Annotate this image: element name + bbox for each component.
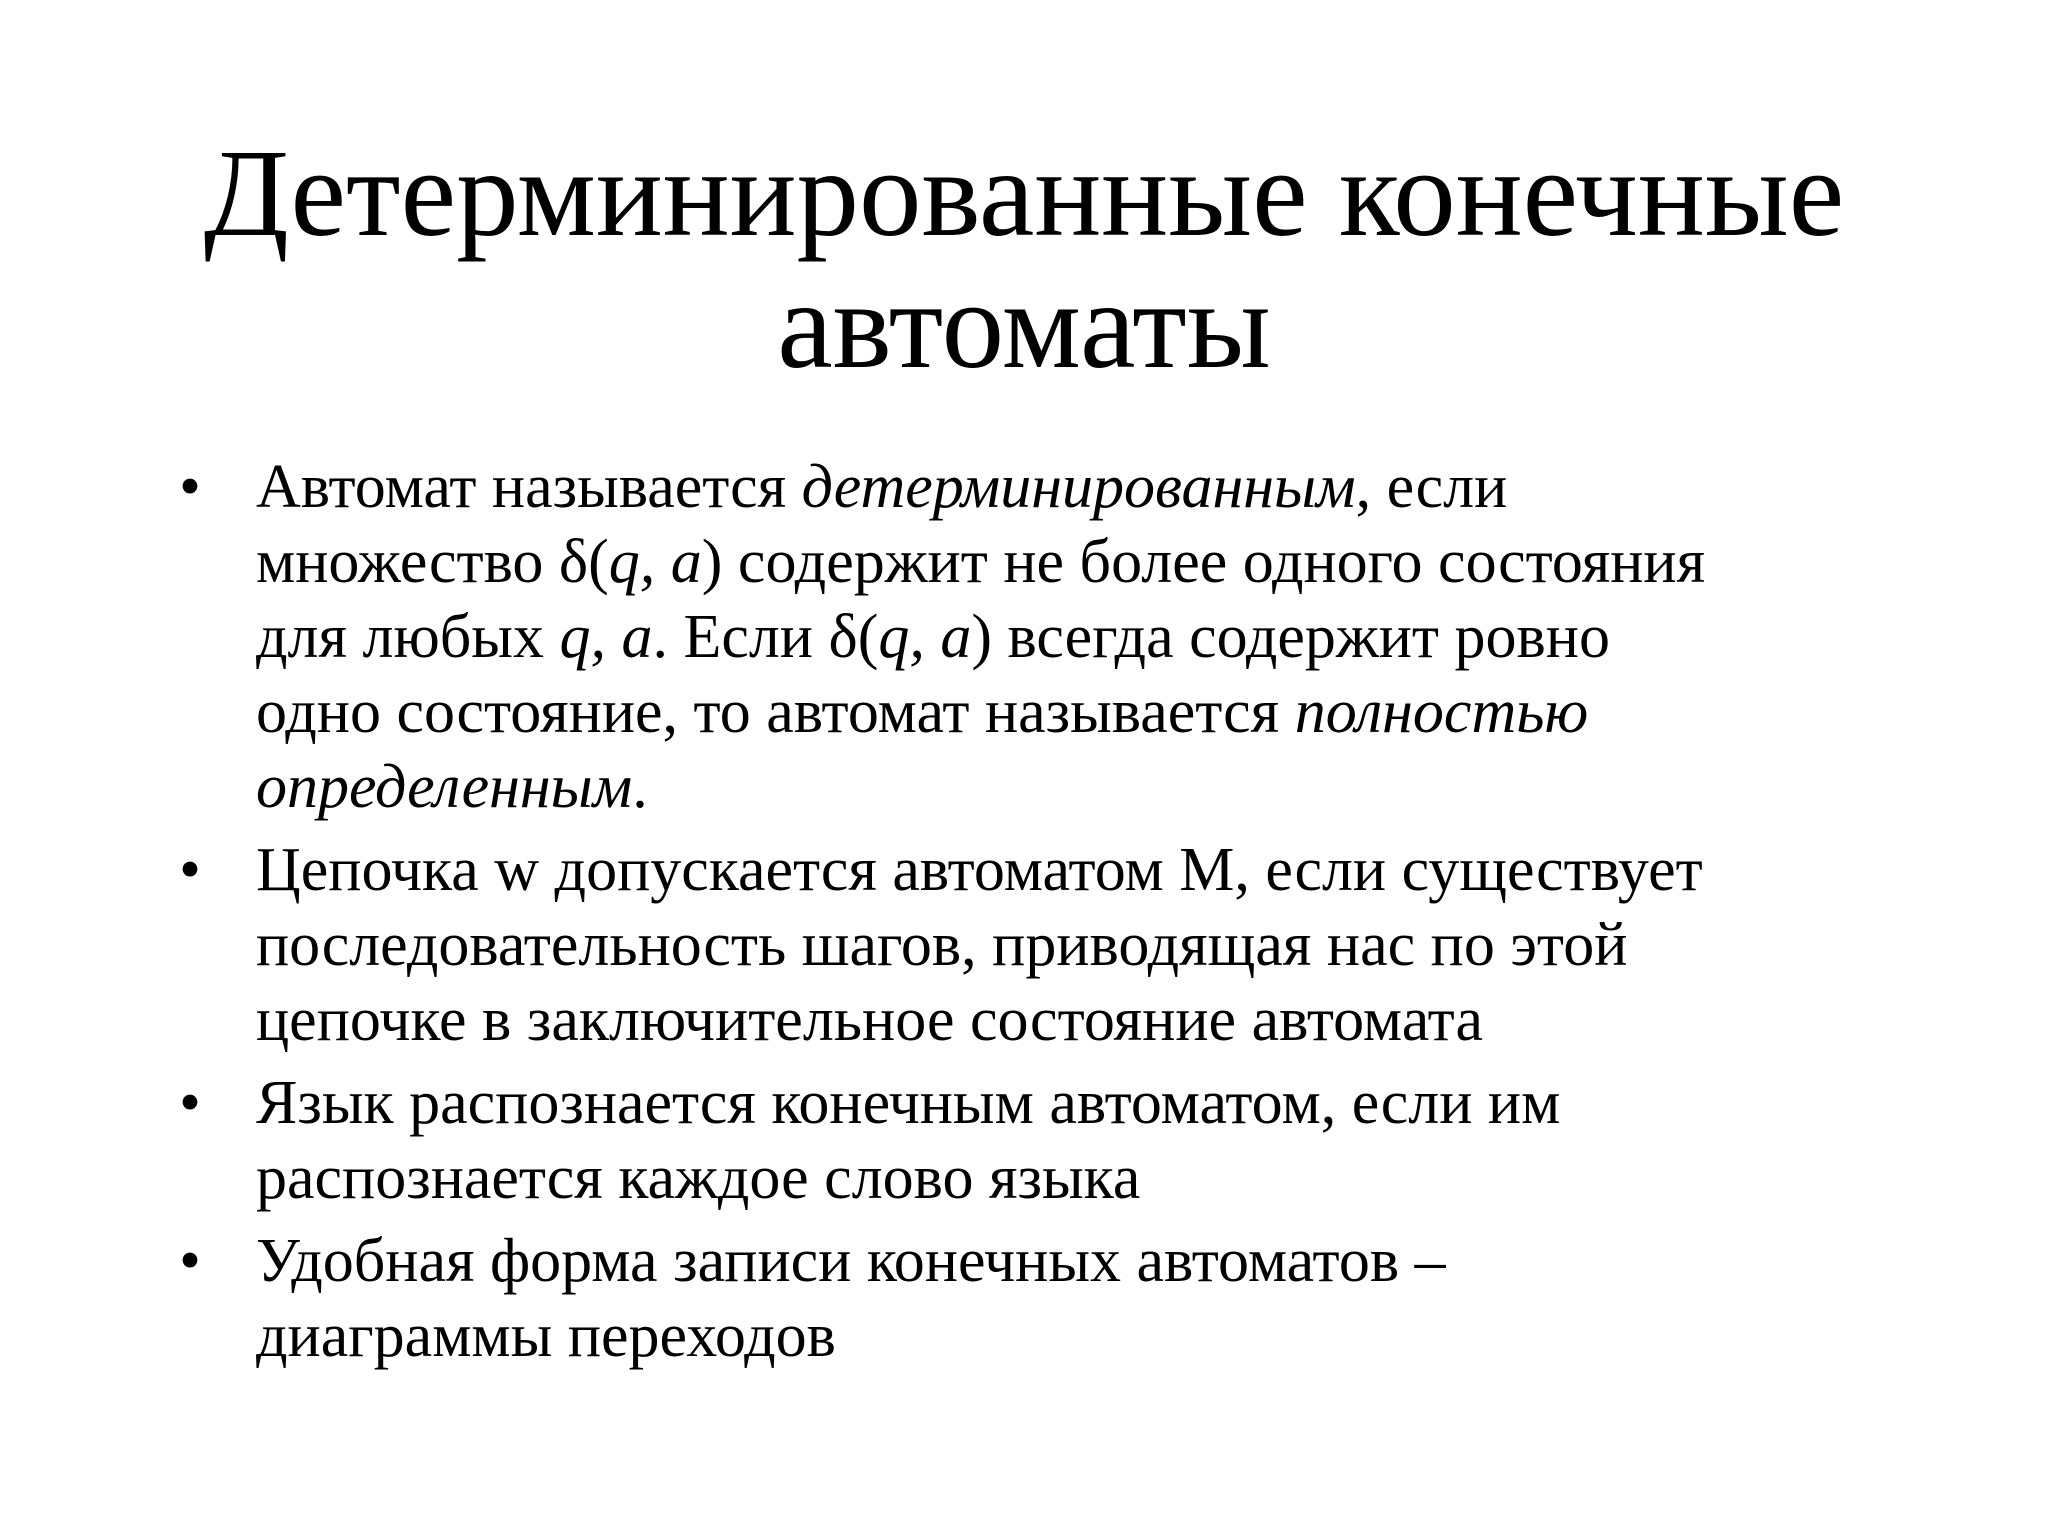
italic-term: полностью (1294, 678, 1589, 746)
text-run: распознается каждое слово языка (256, 1144, 1141, 1212)
bullet-item (170, 1066, 1930, 1216)
text-run: цепочке в заключительное состояние автомата (256, 986, 1484, 1054)
text-run: ) содержит не более одного состояния (701, 528, 1706, 596)
title-line-1: Детерминированные конечные (203, 125, 1845, 263)
bullet-text-line (256, 1141, 1930, 1216)
bullet-item (170, 833, 1930, 1058)
text-run: Язык распознается конечным автоматом, если им (256, 1069, 1561, 1137)
bullet-dot: • (179, 1227, 201, 1295)
bullet-text-line (256, 908, 1930, 983)
bullet-text-line (256, 1224, 1930, 1299)
text-run: . (632, 753, 648, 821)
text-run: диаграммы переходов (256, 1302, 836, 1370)
bullet-dot: • (179, 1069, 201, 1137)
bullet-item (170, 450, 1930, 825)
bullet-text-line (256, 675, 1930, 750)
bullet-dot: • (179, 453, 201, 521)
italic-term: определенным (256, 753, 633, 821)
text-run: , если (1355, 453, 1508, 521)
bullet-text (256, 1224, 1930, 1374)
text-run: одно состояние, то автомат называется (256, 678, 1295, 746)
text-run: последовательность шагов, приводящая нас по этой (256, 911, 1628, 979)
bullet-text (256, 833, 1930, 1058)
bullet-text-line (256, 983, 1930, 1058)
italic-term: q, a (878, 603, 972, 671)
bullet-list (170, 450, 1930, 1382)
bullet-dot: • (179, 836, 201, 904)
italic-term: q, a (608, 528, 702, 596)
bullet-text (256, 450, 1930, 825)
text-run: Цепочка w допускается автоматом M, если существует (256, 836, 1703, 904)
text-run: ) всегда содержит ровно (971, 603, 1610, 671)
title-line-2: автоматы (777, 257, 1271, 395)
bullet-text-line (256, 1066, 1930, 1141)
bullet-text-line (256, 750, 1930, 825)
text-run: . Если δ( (652, 603, 879, 671)
bullet-text-line (256, 450, 1930, 525)
text-run: Удобная форма записи конечных автоматов – (256, 1227, 1446, 1295)
italic-term: детерминированным (801, 453, 1356, 521)
bullet-text (256, 1066, 1930, 1216)
bullet-text-line (256, 833, 1930, 908)
bullet-item (170, 1224, 1930, 1374)
bullet-text-line (256, 1299, 1930, 1374)
text-run: множество δ( (256, 528, 609, 596)
text-run: для любых (256, 603, 560, 671)
bullet-text-line (256, 600, 1930, 675)
slide-title (100, 125, 1948, 395)
bullet-text-line (256, 525, 1930, 600)
italic-term: q, a (559, 603, 653, 671)
text-run: Автомат называется (256, 453, 802, 521)
